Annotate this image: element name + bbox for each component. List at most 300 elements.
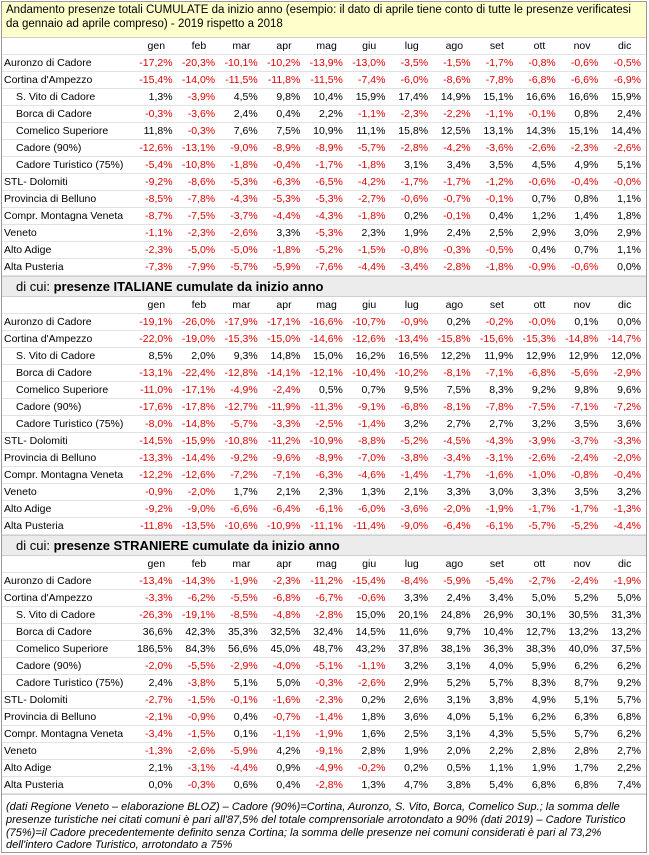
- section-heading-title: presenze STRANIERE cumulate da inizio anno: [53, 538, 340, 553]
- table-row: [2, 726, 646, 743]
- value-cell: -22,4%: [178, 365, 221, 382]
- value-cell: 3,2%: [518, 416, 561, 433]
- header-row: [2, 556, 646, 573]
- value-cell: -8,5%: [220, 607, 263, 624]
- value-cell: -4,3%: [476, 433, 519, 450]
- value-cell: 2,4%: [433, 225, 476, 242]
- value-cell: -1,7%: [561, 501, 604, 518]
- row-label: Alta Pusteria: [2, 518, 135, 535]
- table-row: [2, 433, 646, 450]
- row-label: S. Vito di Cadore: [2, 607, 135, 624]
- value-cell: -0,9%: [135, 484, 178, 501]
- value-cell: 2,0%: [178, 348, 221, 365]
- table-row: [2, 641, 646, 658]
- value-cell: -1,1%: [135, 225, 178, 242]
- value-cell: 16,6%: [561, 89, 604, 106]
- value-cell: -11,3%: [305, 399, 348, 416]
- value-cell: -3,1%: [476, 450, 519, 467]
- value-cell: -3,4%: [135, 726, 178, 743]
- value-cell: 2,4%: [135, 675, 178, 692]
- value-cell: 16,6%: [518, 89, 561, 106]
- value-cell: -13,3%: [135, 450, 178, 467]
- value-cell: 3,3%: [518, 484, 561, 501]
- value-cell: 4,5%: [518, 157, 561, 174]
- section-heading-prefix: di cui:: [16, 538, 54, 553]
- value-cell: 2,4%: [220, 106, 263, 123]
- value-cell: -3,6%: [390, 501, 433, 518]
- value-cell: 30,5%: [561, 607, 604, 624]
- value-cell: 0,9%: [263, 760, 306, 777]
- month-header: mar: [220, 297, 263, 314]
- value-cell: 15,9%: [603, 89, 646, 106]
- row-label: Comelico Superiore: [2, 382, 135, 399]
- value-cell: -0,6%: [561, 259, 604, 276]
- value-cell: 2,3%: [348, 225, 391, 242]
- table-row: [2, 365, 646, 382]
- value-cell: 5,1%: [561, 692, 604, 709]
- value-cell: 14,4%: [603, 123, 646, 140]
- value-cell: 3,8%: [433, 777, 476, 794]
- value-cell: -0,6%: [561, 55, 604, 72]
- value-cell: -5,7%: [220, 259, 263, 276]
- value-cell: -11,0%: [135, 382, 178, 399]
- value-cell: -12,7%: [220, 399, 263, 416]
- row-label: Compr. Montagna Veneta: [2, 467, 135, 484]
- value-cell: -8,0%: [135, 416, 178, 433]
- value-cell: -0,3%: [178, 123, 221, 140]
- value-cell: 10,4%: [305, 89, 348, 106]
- value-cell: -4,4%: [348, 259, 391, 276]
- value-cell: 5,7%: [603, 692, 646, 709]
- month-header: giu: [348, 297, 391, 314]
- value-cell: -14,3%: [178, 573, 221, 590]
- month-header: mag: [305, 556, 348, 573]
- value-cell: -1,1%: [263, 726, 306, 743]
- value-cell: -7,5%: [178, 208, 221, 225]
- value-cell: 37,5%: [603, 641, 646, 658]
- row-label: Alta Pusteria: [2, 259, 135, 276]
- value-cell: 0,7%: [561, 242, 604, 259]
- value-cell: -10,1%: [220, 55, 263, 72]
- value-cell: -19,1%: [135, 314, 178, 331]
- row-label: Veneto: [2, 225, 135, 242]
- value-cell: -26,0%: [178, 314, 221, 331]
- value-cell: 6,2%: [561, 658, 604, 675]
- value-cell: -6,9%: [603, 72, 646, 89]
- value-cell: 38,3%: [518, 641, 561, 658]
- value-cell: -1,9%: [603, 573, 646, 590]
- value-cell: -20,3%: [178, 55, 221, 72]
- section-heading-prefix: di cui:: [16, 279, 54, 294]
- value-cell: -8,7%: [135, 208, 178, 225]
- row-label: Provincia di Belluno: [2, 450, 135, 467]
- value-cell: 2,8%: [561, 743, 604, 760]
- value-cell: 1,7%: [561, 760, 604, 777]
- value-cell: -16,6%: [305, 314, 348, 331]
- value-cell: 8,5%: [135, 348, 178, 365]
- value-cell: 186,5%: [135, 641, 178, 658]
- value-cell: 12,2%: [433, 348, 476, 365]
- section-heading-title: presenze ITALIANE cumulate da inizio anno: [53, 279, 324, 294]
- month-header: lug: [390, 38, 433, 55]
- month-header: dic: [603, 38, 646, 55]
- value-cell: -6,8%: [390, 399, 433, 416]
- value-cell: 5,1%: [220, 675, 263, 692]
- value-cell: 1,3%: [348, 484, 391, 501]
- value-cell: 6,8%: [561, 777, 604, 794]
- value-cell: -10,8%: [220, 433, 263, 450]
- value-cell: 6,2%: [518, 709, 561, 726]
- row-label: Cadore (90%): [2, 140, 135, 157]
- value-cell: -11,4%: [348, 518, 391, 535]
- value-cell: 0,5%: [305, 382, 348, 399]
- month-header: set: [476, 38, 519, 55]
- row-label: Cadore (90%): [2, 399, 135, 416]
- value-cell: 2,2%: [476, 743, 519, 760]
- value-cell: 5,0%: [263, 675, 306, 692]
- value-cell: -3,4%: [390, 259, 433, 276]
- value-cell: 6,8%: [518, 777, 561, 794]
- value-cell: -3,3%: [603, 433, 646, 450]
- value-cell: -4,8%: [263, 607, 306, 624]
- value-cell: 35,3%: [220, 624, 263, 641]
- value-cell: -1,0%: [518, 467, 561, 484]
- value-cell: 0,2%: [348, 692, 391, 709]
- value-cell: 0,8%: [561, 191, 604, 208]
- value-cell: -13,0%: [348, 55, 391, 72]
- footnote: (dati Regione Veneto – elaborazione BLOZ) – Cadore (90%)=Cortina, Auronzo, S. Vito, Borca, Comelico Sup.; la somma delle presenze turistiche nei citati comuni è pari all'87,5% del totale comprensoriale arrotondato a 90% (dati 2019) – Cadore Turistico (75%)=il Cadore precedentemente definito senza Cortina; la somma delle presenze nei comuni considerati è pari al 73,2% dell'intero Cadore Turistico, arrotondato a 75%: [2, 794, 646, 852]
- value-cell: 9,3%: [220, 348, 263, 365]
- value-cell: -2,8%: [305, 607, 348, 624]
- value-cell: -1,8%: [348, 208, 391, 225]
- value-cell: -5,4%: [135, 157, 178, 174]
- value-cell: 1,1%: [603, 242, 646, 259]
- value-cell: 12,5%: [433, 123, 476, 140]
- value-cell: -2,7%: [518, 573, 561, 590]
- value-cell: -8,5%: [135, 191, 178, 208]
- month-header: lug: [390, 556, 433, 573]
- value-cell: -1,6%: [263, 692, 306, 709]
- value-cell: 2,2%: [603, 760, 646, 777]
- value-cell: 7,6%: [220, 123, 263, 140]
- row-label: STL- Dolomiti: [2, 174, 135, 191]
- value-cell: -12,6%: [178, 467, 221, 484]
- value-cell: -13,4%: [135, 573, 178, 590]
- value-cell: 4,3%: [476, 726, 519, 743]
- value-cell: 1,3%: [348, 777, 391, 794]
- value-cell: -8,8%: [348, 433, 391, 450]
- value-cell: 2,9%: [518, 225, 561, 242]
- value-cell: -0,8%: [561, 467, 604, 484]
- value-cell: -7,8%: [476, 72, 519, 89]
- value-cell: -13,5%: [178, 518, 221, 535]
- value-cell: -2,0%: [178, 484, 221, 501]
- value-cell: 0,0%: [603, 259, 646, 276]
- value-cell: 0,2%: [390, 208, 433, 225]
- value-cell: -9,1%: [348, 399, 391, 416]
- value-cell: 3,0%: [561, 225, 604, 242]
- value-cell: 3,3%: [263, 225, 306, 242]
- row-label: Cortina d'Ampezzo: [2, 72, 135, 89]
- value-cell: 5,1%: [603, 157, 646, 174]
- value-cell: -14,6%: [305, 331, 348, 348]
- value-cell: 8,7%: [561, 675, 604, 692]
- value-cell: 31,3%: [603, 607, 646, 624]
- value-cell: 0,2%: [433, 314, 476, 331]
- value-cell: 1,8%: [603, 208, 646, 225]
- table-row: [2, 590, 646, 607]
- value-cell: 5,7%: [476, 675, 519, 692]
- value-cell: -9,0%: [220, 140, 263, 157]
- value-cell: -3,3%: [263, 416, 306, 433]
- value-cell: -6,8%: [518, 72, 561, 89]
- value-cell: -0,9%: [390, 314, 433, 331]
- value-cell: -10,4%: [348, 365, 391, 382]
- value-cell: -7,5%: [518, 399, 561, 416]
- value-cell: -11,8%: [263, 72, 306, 89]
- value-cell: -0,9%: [178, 709, 221, 726]
- value-cell: -2,3%: [178, 225, 221, 242]
- row-label: Provincia di Belluno: [2, 191, 135, 208]
- table-row: [2, 709, 646, 726]
- value-cell: -3,5%: [390, 55, 433, 72]
- value-cell: -11,9%: [263, 399, 306, 416]
- table-row: [2, 174, 646, 191]
- value-cell: 3,5%: [561, 416, 604, 433]
- value-cell: -1,6%: [476, 467, 519, 484]
- row-label: Auronzo di Cadore: [2, 314, 135, 331]
- table-row: [2, 450, 646, 467]
- value-cell: 4,9%: [518, 692, 561, 709]
- section-heading: [2, 535, 646, 556]
- value-cell: -0,3%: [178, 777, 221, 794]
- row-label: Borca di Cadore: [2, 624, 135, 641]
- row-label: Borca di Cadore: [2, 365, 135, 382]
- value-cell: 16,2%: [348, 348, 391, 365]
- value-cell: -11,1%: [305, 518, 348, 535]
- value-cell: -3,3%: [135, 590, 178, 607]
- month-header: mar: [220, 38, 263, 55]
- value-cell: 15,1%: [561, 123, 604, 140]
- table-row: [2, 658, 646, 675]
- value-cell: -2,1%: [135, 709, 178, 726]
- value-cell: -2,6%: [178, 743, 221, 760]
- value-cell: 3,4%: [476, 590, 519, 607]
- value-cell: 5,2%: [433, 675, 476, 692]
- value-cell: -1,7%: [476, 55, 519, 72]
- value-cell: -12,6%: [135, 140, 178, 157]
- value-cell: -17,9%: [220, 314, 263, 331]
- value-cell: 5,4%: [476, 777, 519, 794]
- row-label: Comelico Superiore: [2, 123, 135, 140]
- value-cell: -12,2%: [135, 467, 178, 484]
- value-cell: -2,6%: [220, 225, 263, 242]
- value-cell: 2,9%: [603, 225, 646, 242]
- value-cell: 3,1%: [433, 726, 476, 743]
- value-cell: 12,0%: [603, 348, 646, 365]
- value-cell: 5,0%: [603, 590, 646, 607]
- value-cell: -11,8%: [135, 518, 178, 535]
- value-cell: 7,5%: [263, 123, 306, 140]
- value-cell: 1,4%: [561, 208, 604, 225]
- value-cell: -14,4%: [178, 450, 221, 467]
- value-cell: 1,9%: [518, 760, 561, 777]
- value-cell: 16,5%: [390, 348, 433, 365]
- value-cell: -4,3%: [220, 191, 263, 208]
- row-label: STL- Dolomiti: [2, 433, 135, 450]
- month-header: apr: [263, 556, 306, 573]
- value-cell: 0,4%: [220, 709, 263, 726]
- value-cell: -2,4%: [263, 382, 306, 399]
- value-cell: -8,6%: [433, 72, 476, 89]
- value-cell: 3,1%: [433, 692, 476, 709]
- table-row: [2, 416, 646, 433]
- value-cell: 5,9%: [518, 658, 561, 675]
- value-cell: -14,0%: [178, 72, 221, 89]
- month-header: feb: [178, 556, 221, 573]
- value-cell: 15,1%: [476, 89, 519, 106]
- value-cell: 4,9%: [561, 157, 604, 174]
- value-cell: 43,2%: [348, 641, 391, 658]
- value-cell: 0,5%: [433, 760, 476, 777]
- table-row: [2, 123, 646, 140]
- value-cell: -1,8%: [263, 242, 306, 259]
- month-header: ago: [433, 38, 476, 55]
- value-cell: -2,2%: [433, 106, 476, 123]
- value-cell: -2,4%: [561, 573, 604, 590]
- value-cell: 10,9%: [305, 123, 348, 140]
- value-cell: -14,8%: [561, 331, 604, 348]
- value-cell: 3,5%: [561, 484, 604, 501]
- value-cell: -4,9%: [220, 382, 263, 399]
- month-header: ott: [518, 556, 561, 573]
- month-header: mag: [305, 297, 348, 314]
- value-cell: -4,2%: [433, 140, 476, 157]
- month-header: gen: [135, 556, 178, 573]
- value-cell: -4,5%: [433, 433, 476, 450]
- value-cell: -17,1%: [263, 314, 306, 331]
- value-cell: 2,5%: [476, 225, 519, 242]
- row-label: Alto Adige: [2, 501, 135, 518]
- row-label: Alta Pusteria: [2, 777, 135, 794]
- value-cell: 0,4%: [476, 208, 519, 225]
- row-label: S. Vito di Cadore: [2, 348, 135, 365]
- value-cell: -13,1%: [135, 365, 178, 382]
- value-cell: 0,7%: [348, 382, 391, 399]
- value-cell: -5,7%: [348, 140, 391, 157]
- value-cell: -5,5%: [178, 658, 221, 675]
- value-cell: 13,1%: [476, 123, 519, 140]
- value-cell: -2,6%: [518, 140, 561, 157]
- value-cell: -9,0%: [178, 501, 221, 518]
- value-cell: 11,9%: [476, 348, 519, 365]
- value-cell: -0,1%: [476, 191, 519, 208]
- value-cell: 1,9%: [390, 743, 433, 760]
- value-cell: -7,2%: [220, 467, 263, 484]
- value-cell: -10,9%: [263, 518, 306, 535]
- value-cell: -5,2%: [561, 518, 604, 535]
- value-cell: 15,0%: [305, 348, 348, 365]
- value-cell: -22,0%: [135, 331, 178, 348]
- value-cell: -15,4%: [135, 72, 178, 89]
- value-cell: -14,1%: [263, 365, 306, 382]
- value-cell: 32,4%: [305, 624, 348, 641]
- value-cell: 13,2%: [603, 624, 646, 641]
- value-cell: 10,4%: [476, 624, 519, 641]
- value-cell: -2,3%: [135, 242, 178, 259]
- value-cell: -8,6%: [178, 174, 221, 191]
- value-cell: -9,2%: [135, 501, 178, 518]
- value-cell: -1,5%: [433, 55, 476, 72]
- value-cell: 6,3%: [561, 709, 604, 726]
- value-cell: -3,7%: [561, 433, 604, 450]
- value-cell: 3,1%: [433, 658, 476, 675]
- value-cell: -1,3%: [603, 501, 646, 518]
- month-header: feb: [178, 38, 221, 55]
- value-cell: 2,8%: [348, 743, 391, 760]
- value-cell: -0,6%: [348, 590, 391, 607]
- table-row: [2, 106, 646, 123]
- month-header: apr: [263, 38, 306, 55]
- value-cell: 0,4%: [518, 242, 561, 259]
- value-cell: -0,1%: [220, 692, 263, 709]
- value-cell: 2,2%: [305, 106, 348, 123]
- tables-container: [2, 38, 646, 794]
- value-cell: -1,1%: [348, 106, 391, 123]
- table-row: [2, 348, 646, 365]
- table-row: [2, 573, 646, 590]
- value-cell: 2,7%: [433, 416, 476, 433]
- value-cell: -6,6%: [220, 501, 263, 518]
- value-cell: -17,6%: [135, 399, 178, 416]
- value-cell: 48,7%: [305, 641, 348, 658]
- value-cell: -2,3%: [561, 140, 604, 157]
- value-cell: -6,4%: [433, 518, 476, 535]
- value-cell: -11,5%: [220, 72, 263, 89]
- row-label: Cortina d'Ampezzo: [2, 331, 135, 348]
- value-cell: -0,3%: [433, 242, 476, 259]
- value-cell: -7,3%: [135, 259, 178, 276]
- row-label: Cadore Turistico (75%): [2, 416, 135, 433]
- value-cell: -11,5%: [305, 72, 348, 89]
- value-cell: -1,7%: [518, 501, 561, 518]
- value-cell: -6,0%: [348, 501, 391, 518]
- value-cell: -2,3%: [263, 573, 306, 590]
- value-cell: 15,9%: [348, 89, 391, 106]
- value-cell: -3,6%: [476, 140, 519, 157]
- month-header: giu: [348, 38, 391, 55]
- month-header: dic: [603, 556, 646, 573]
- value-cell: -0,2%: [348, 760, 391, 777]
- value-cell: 7,4%: [603, 777, 646, 794]
- report-title: Andamento presenze totali CUMULATE da inizio anno (esempio: il dato di aprile tiene conto di tutte le presenze verificatesi da gennaio ad aprile compreso) - 2019 rispetto a 2018: [2, 2, 646, 38]
- value-cell: 1,1%: [476, 760, 519, 777]
- value-cell: -6,8%: [263, 590, 306, 607]
- value-cell: -8,9%: [305, 450, 348, 467]
- value-cell: -9,1%: [305, 743, 348, 760]
- value-cell: 2,4%: [433, 590, 476, 607]
- table-row: [2, 72, 646, 89]
- data-table: [2, 556, 646, 794]
- value-cell: -6,6%: [561, 72, 604, 89]
- value-cell: -5,1%: [305, 658, 348, 675]
- value-cell: 4,5%: [220, 89, 263, 106]
- value-cell: -0,3%: [305, 675, 348, 692]
- value-cell: -13,1%: [178, 140, 221, 157]
- month-header: nov: [561, 297, 604, 314]
- value-cell: -1,4%: [305, 709, 348, 726]
- value-cell: -9,2%: [135, 174, 178, 191]
